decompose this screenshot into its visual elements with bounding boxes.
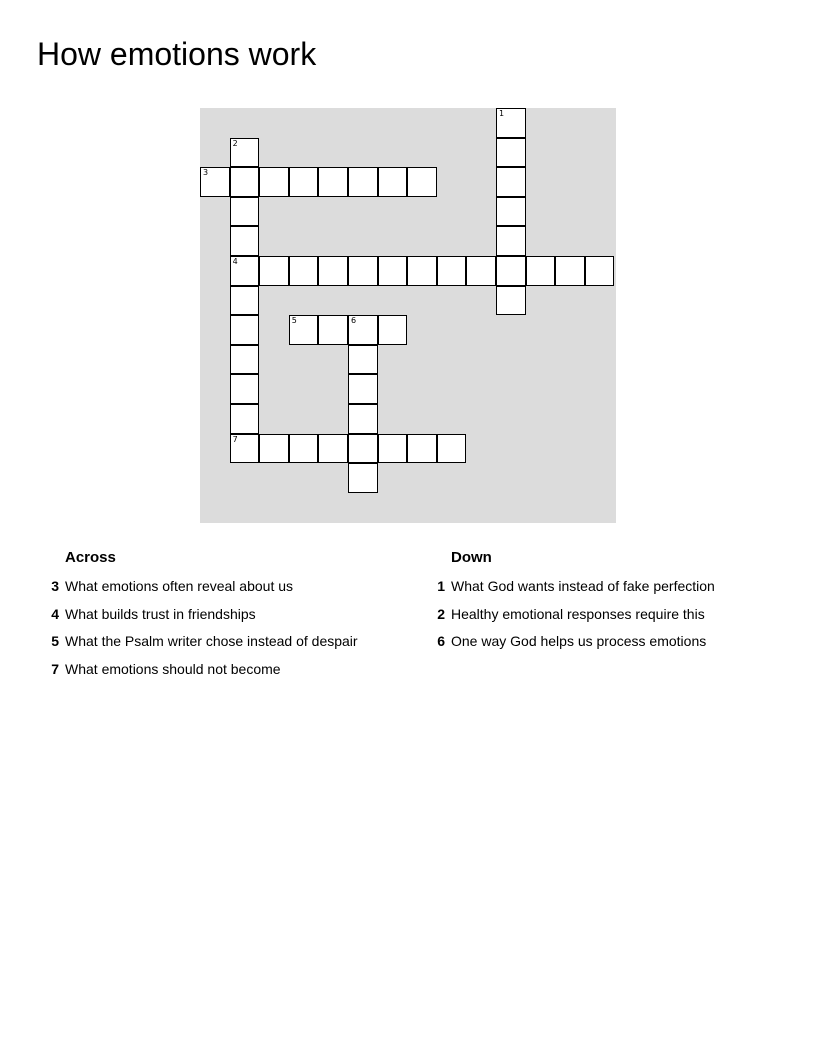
across-clue xyxy=(37,605,358,633)
grid-cell[interactable] xyxy=(348,256,378,286)
clue-number: 1 xyxy=(437,578,445,594)
grid-cell[interactable] xyxy=(230,256,260,286)
cell-number: 1 xyxy=(499,109,505,118)
grid-cell[interactable] xyxy=(230,404,260,434)
grid-cell[interactable] xyxy=(378,256,408,286)
grid-cell[interactable] xyxy=(466,256,496,286)
clue-text: What builds trust in friendships xyxy=(65,605,256,622)
cell-number: 4 xyxy=(232,257,238,266)
grid-cell[interactable] xyxy=(348,374,378,404)
grid-cell[interactable] xyxy=(259,167,289,197)
grid-cell[interactable] xyxy=(259,256,289,286)
across-clues xyxy=(37,548,358,688)
clue-number: 2 xyxy=(437,605,445,622)
grid-cell[interactable] xyxy=(289,434,319,464)
grid-cell[interactable] xyxy=(496,226,526,256)
grid-cell[interactable] xyxy=(437,434,467,464)
grid-cell[interactable] xyxy=(348,315,378,345)
grid-cell[interactable] xyxy=(348,345,378,375)
grid-cell[interactable] xyxy=(348,463,378,493)
grid-cell[interactable] xyxy=(407,256,437,286)
grid-cell[interactable] xyxy=(230,138,260,168)
grid-cell[interactable] xyxy=(496,197,526,227)
grid-cell[interactable] xyxy=(496,286,526,316)
clue-number: 7 xyxy=(51,661,59,678)
grid-cell[interactable] xyxy=(496,256,526,286)
down-clue-list xyxy=(423,577,715,660)
grid-cell[interactable] xyxy=(230,315,260,345)
grid-cell[interactable] xyxy=(318,256,348,286)
page-title: How emotions work xyxy=(37,36,317,72)
down-clues xyxy=(423,548,715,660)
across-heading: Across xyxy=(65,549,116,566)
clue-text: What emotions should not become xyxy=(65,661,281,678)
clue-number: 3 xyxy=(51,578,59,594)
grid-cell[interactable] xyxy=(348,167,378,197)
cell-number: 6 xyxy=(351,316,357,326)
grid-cell[interactable] xyxy=(230,226,260,256)
grid-cell[interactable] xyxy=(318,434,348,464)
crossword-grid xyxy=(200,108,616,523)
grid-cell[interactable] xyxy=(496,167,526,197)
grid-cell[interactable] xyxy=(318,315,348,345)
clue-text: What emotions often reveal about us xyxy=(65,578,294,594)
down-clue xyxy=(423,632,715,660)
clue-text: What God wants instead of fake perfection xyxy=(451,578,715,594)
clue-text: Healthy emotional responses require this xyxy=(451,605,705,622)
grid-cell[interactable] xyxy=(496,138,526,168)
cell-number: 3 xyxy=(203,168,209,178)
grid-cell[interactable] xyxy=(378,315,408,345)
clue-number: 5 xyxy=(51,633,59,650)
grid-cell[interactable] xyxy=(318,167,348,197)
grid-cell[interactable] xyxy=(407,434,437,464)
across-clue xyxy=(37,632,358,660)
grid-cell[interactable] xyxy=(230,197,260,227)
clue-number: 6 xyxy=(437,633,445,650)
grid-cell[interactable] xyxy=(230,345,260,375)
grid-cell[interactable] xyxy=(289,256,319,286)
grid-cell[interactable] xyxy=(496,108,526,138)
across-clue xyxy=(37,660,358,688)
grid-cell[interactable] xyxy=(230,286,260,316)
clue-number: 4 xyxy=(51,605,59,622)
grid-cell[interactable] xyxy=(437,256,467,286)
grid-cell[interactable] xyxy=(230,167,260,197)
grid-cell[interactable] xyxy=(259,434,289,464)
grid-cell[interactable] xyxy=(526,256,556,286)
grid-cell[interactable] xyxy=(585,256,615,286)
grid-cell[interactable] xyxy=(555,256,585,286)
grid-cell[interactable] xyxy=(289,315,319,345)
cell-number: 2 xyxy=(232,138,238,148)
grid-cell[interactable] xyxy=(230,434,260,464)
cell-number: 5 xyxy=(291,316,297,326)
grid-cell[interactable] xyxy=(200,167,230,197)
down-clue xyxy=(423,605,715,633)
across-clue-list xyxy=(37,577,358,688)
across-clue xyxy=(37,577,358,605)
clue-text: One way God helps us process emotions xyxy=(451,633,707,650)
grid-cell[interactable] xyxy=(348,404,378,434)
grid-cell[interactable] xyxy=(407,167,437,197)
cell-number: 7 xyxy=(232,434,238,444)
clue-text: What the Psalm writer chose instead of despair xyxy=(65,633,358,650)
grid-cell[interactable] xyxy=(378,434,408,464)
down-clue xyxy=(423,577,715,605)
grid-cell[interactable] xyxy=(348,434,378,464)
grid-cell[interactable] xyxy=(230,374,260,404)
down-heading: Down xyxy=(451,549,492,566)
grid-cell[interactable] xyxy=(378,167,408,197)
grid-cell[interactable] xyxy=(289,167,319,197)
